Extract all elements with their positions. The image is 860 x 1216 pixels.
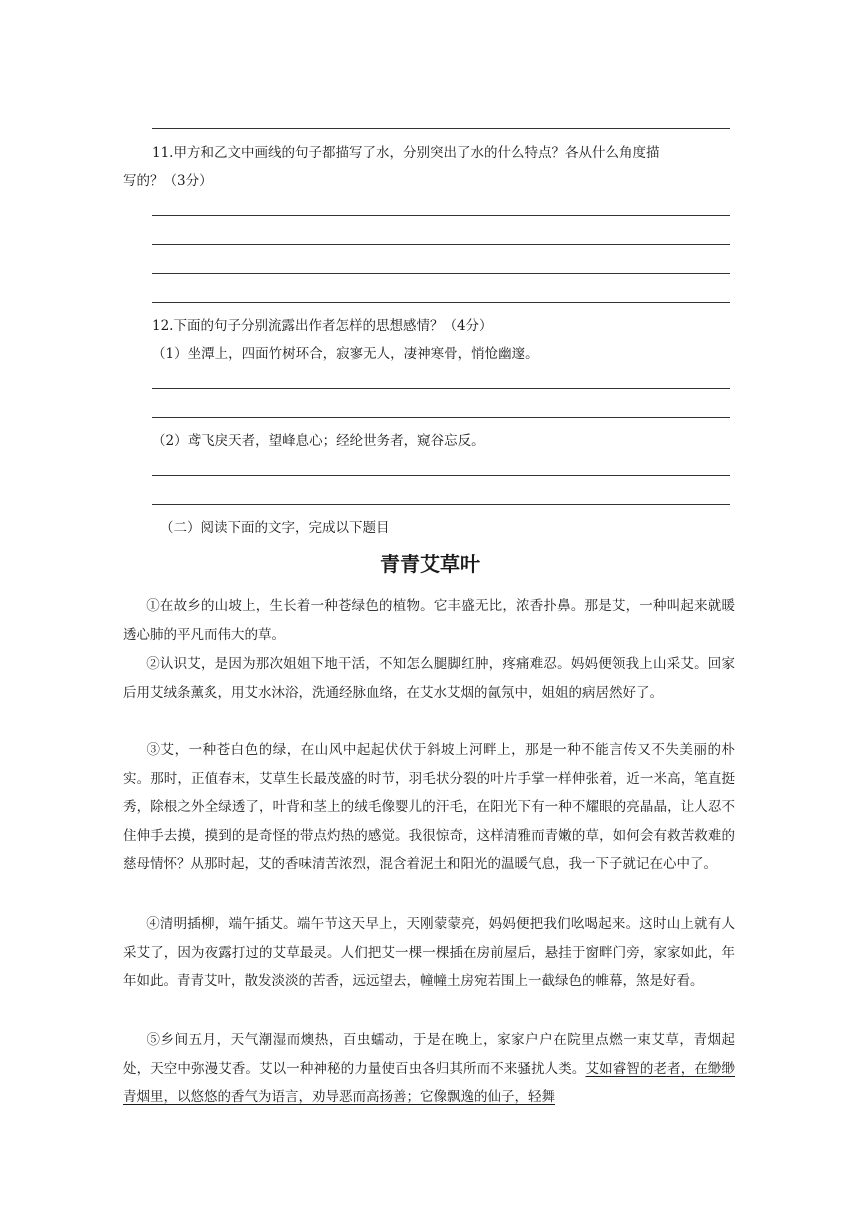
question-12-sub-1: （1）坐潭上，四面竹树环合，寂寥无人，凄神寒骨，悄怆幽邃。 [152,346,539,362]
answer-line [152,215,730,216]
paragraph-2 [123,650,735,707]
paragraph-text: ⑤乡间五月，天气潮湿而燠热，百虫蠕动，于是在晚上，家家户户在院里点燃一束艾草，青烟起处，天空中弥漫艾香。艾以一种神秘的力量使百虫各归其所而不来骚扰人类。 [123,1032,735,1077]
paragraph-3 [123,736,735,879]
answer-line [152,504,730,505]
paragraph-1 [123,592,735,649]
answer-line [152,417,730,418]
section-intro: （二）阅读下面的文字，完成以下题目 [160,520,390,536]
answer-line [152,302,730,303]
paragraph-text: ①在故乡的山坡上，生长着一种苍绿色的植物。它丰盛无比，浓香扑鼻。那是艾，一种叫起来就暖透心肺的平凡而伟大的草。 [123,598,735,643]
article-title: 青青艾草叶 [380,552,480,576]
answer-line [152,388,730,389]
answer-line [152,475,730,476]
answer-line [152,128,730,129]
question-11-line-2: 写的？（3分） [123,173,213,189]
question-11-line-1: 11.甲方和乙文中画线的句子都描写了水，分别突出了水的什么特点？各从什么角度描 [152,145,660,161]
paragraph-text: ④清明插柳，端午插艾。端午节这天早上，天刚蒙蒙亮，妈妈便把我们吆喝起来。这时山上就有人采艾了，因为夜露打过的艾草最灵。人们把艾一棵一棵插在房前屋后，悬挂于窗畔门旁，家家如此，年年如此。青青艾叶，散发淡淡的苦香，远远望去，幢幢土房宛若围上一截绿色的帷幕，煞是好看。 [123,916,735,990]
question-12-sub-2: （2）鸢飞戾天者，望峰息心；经纶世务者，窥谷忘反。 [152,433,485,449]
answer-line [152,244,730,245]
underlined-sentence: 艾如睿智的老者，在缈缈青烟里，以悠悠的香气为语言，劝导恶而高扬善；它像飘逸的仙子，轻舞 [123,1060,736,1106]
paragraph-4 [123,910,735,996]
paragraph-text: ③艾，一种苍白色的绿，在山风中起起伏伏于斜坡上河畔上，那是一种不能言传又不失美丽的朴实。那时，正值春末，艾草生长最茂盛的时节，羽毛状分裂的叶片手掌一样伸张着，近一米高，笔直挺秀，除根之外全绿透了，叶背和茎上的绒毛像婴儿的汗毛，在阳光下有一种不耀眼的亮晶晶，让人忍不住伸手去摸，摸到的是奇怪的带点灼热的感觉。我很惊奇，这样清雅而青嫩的草，如何会有救苦救难的慈母情怀？从那时起，艾的香味清苦浓烈，混含着泥土和阳光的温暖气息，我一下子就记在心中了。 [123,742,735,873]
paragraph-text: ②认识艾，是因为那次姐姐下地干活，不知怎么腿脚红肿，疼痛难忍。妈妈便领我上山采艾。回家后用艾绒条薰炙，用艾水沐浴，洗通经脉血络，在艾水艾烟的氤氖中，姐姐的病居然好了。 [123,656,735,701]
paragraph-5 [123,1026,735,1112]
question-12: 12.下面的句子分别流露出作者怎样的思想感情？（4分） [152,318,493,334]
answer-line [152,273,730,274]
